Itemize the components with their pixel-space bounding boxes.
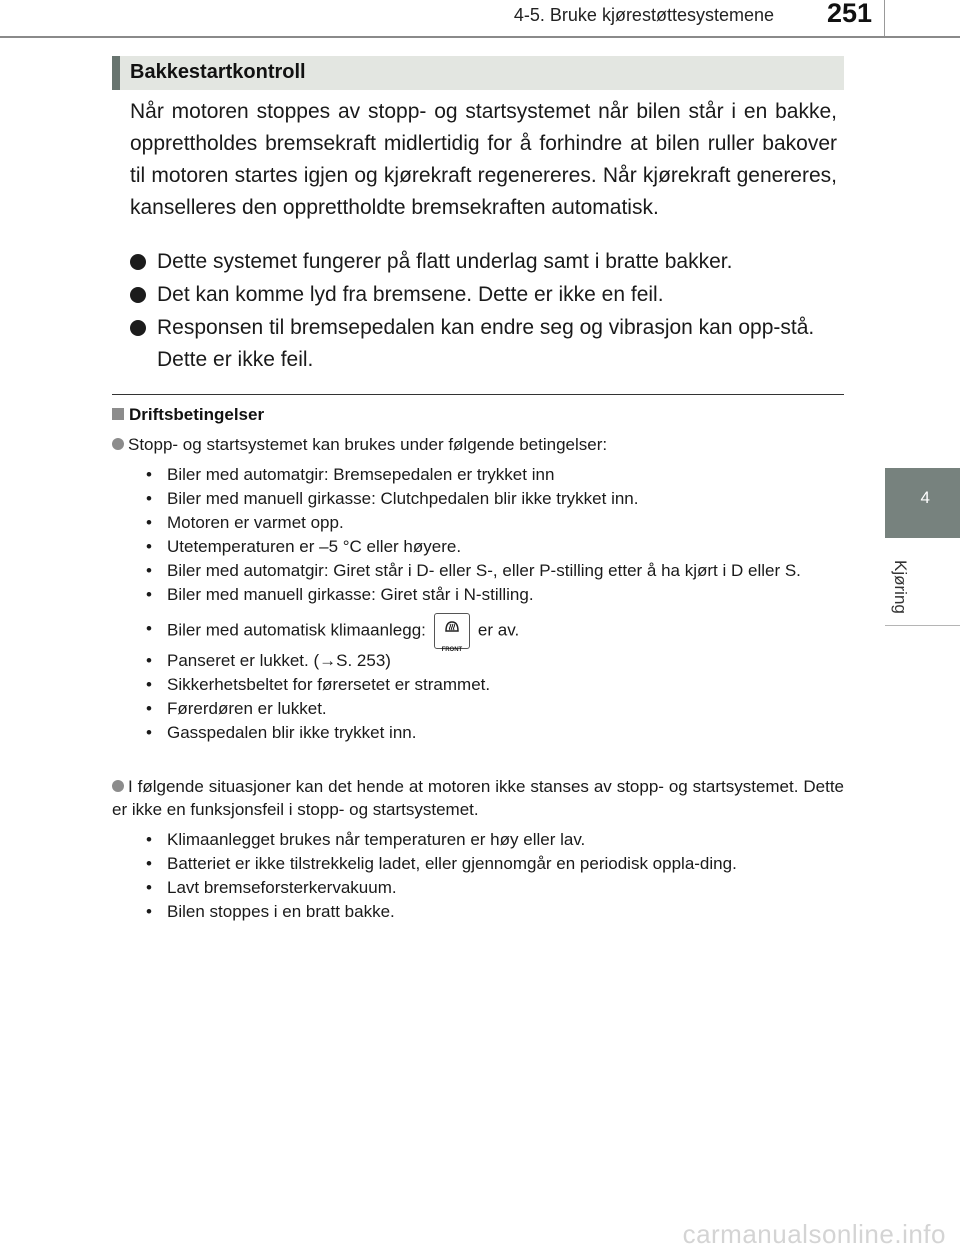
climate-suffix-text: er av. (477, 620, 520, 640)
list-item: • Panseret er lukket. (→S. 253) (146, 649, 838, 673)
running-header-title: 4-5. Bruke kjørestøttesystemene (513, 5, 774, 25)
list-item: • Motoren er varmet opp. (146, 511, 838, 535)
bullet-dot-icon (130, 287, 146, 303)
list-item-text: Dette systemet fungerer på flatt underlag samt i bratte bakker. (157, 250, 733, 273)
section-title: Bakkestartkontroll (130, 61, 306, 83)
front-defroster-icon (434, 613, 470, 653)
list-item: • Sikkerhetsbeltet for førersetet er strammet. (146, 673, 838, 697)
grey-dot-icon (112, 438, 124, 450)
list-item: • Biler med manuell girkasse: Clutchpedalen blir ikke trykket inn. (146, 487, 838, 511)
note-conditions (112, 433, 844, 456)
section-divider (112, 394, 844, 395)
side-rule-top (884, 0, 885, 36)
chapter-label: Kjøring (891, 560, 910, 614)
watermark: carmanualsonline.info (682, 1219, 946, 1249)
subsection-heading-text: Driftsbetingelser (129, 405, 265, 424)
header-rule (0, 36, 960, 38)
page-number: 251 (826, 0, 872, 28)
note-text: I følgende situasjoner kan det hende at motoren ikke stanses av stopp- og startsystemet. Dette er ikke en funksjonsfeil i stopp- og startsystemet. (112, 777, 844, 819)
section-header (112, 56, 844, 90)
list-item: • Biler med manuell girkasse: Giret står i N-stilling. (146, 583, 838, 607)
grey-dot-icon (112, 780, 124, 792)
list-item-text: Responsen til bremsepedalen kan endre seg og vibrasjon kan opp-stå. Dette er ikke feil. (157, 316, 815, 371)
list-item (130, 246, 837, 278)
key-points-list (130, 246, 837, 377)
list-item (130, 279, 837, 311)
note-situations (112, 775, 844, 821)
list-item: • Førerdøren er lukket. (146, 697, 838, 721)
list-item: • Batteriet er ikke tilstrekkelig ladet, eller gjennomgår en periodisk oppla-ding. (146, 852, 838, 876)
bullet-dot-icon (130, 320, 146, 336)
situations-list (146, 828, 838, 924)
climate-prefix-text: Biler med automatisk klimaanlegg: (167, 620, 426, 640)
list-item: • Biler med automatgir: Bremsepedalen er trykket inn (146, 463, 838, 487)
square-bullet-icon (112, 408, 124, 420)
intro-paragraph: Når motoren stoppes av stopp- og startsystemet når bilen står i en bakke, opprettholdes bremsekraft midlertidig for å forhindre at bilen ruller bakover til motoren startes igjen og kjørekraft regenereres. Når kjørekraft genereres, kanselleres den opprettholdte bremsekraften automatisk. (130, 100, 837, 219)
front-button-label: FRONT (441, 647, 463, 653)
side-rule-bottom (885, 625, 960, 626)
conditions-list (146, 463, 838, 745)
list-item-text: Det kan komme lyd fra bremsene. Dette er ikke en feil. (157, 283, 664, 306)
list-item: • Klimaanlegget brukes når temperaturen er høy eller lav. (146, 828, 838, 852)
list-item: • Utetemperaturen er –5 °C eller høyere. (146, 535, 838, 559)
section-header-bar (112, 56, 120, 90)
list-item-climate (146, 613, 838, 653)
list-item: • Biler med automatgir: Giret står i D- eller S-, eller P-stilling etter å ha kjørt i D eller S. (146, 559, 838, 583)
chapter-number: 4 (920, 488, 930, 507)
bullet-dot-icon (130, 254, 146, 270)
note-text: Stopp- og startsystemet kan brukes under følgende betingelser: (128, 435, 608, 454)
subsection-heading (112, 405, 264, 425)
list-item: • Lavt bremseforsterkervakuum. (146, 876, 838, 900)
list-item: • Bilen stoppes i en bratt bakke. (146, 900, 838, 924)
list-item (130, 312, 837, 376)
list-item: • Gasspedalen blir ikke trykket inn. (146, 721, 838, 745)
